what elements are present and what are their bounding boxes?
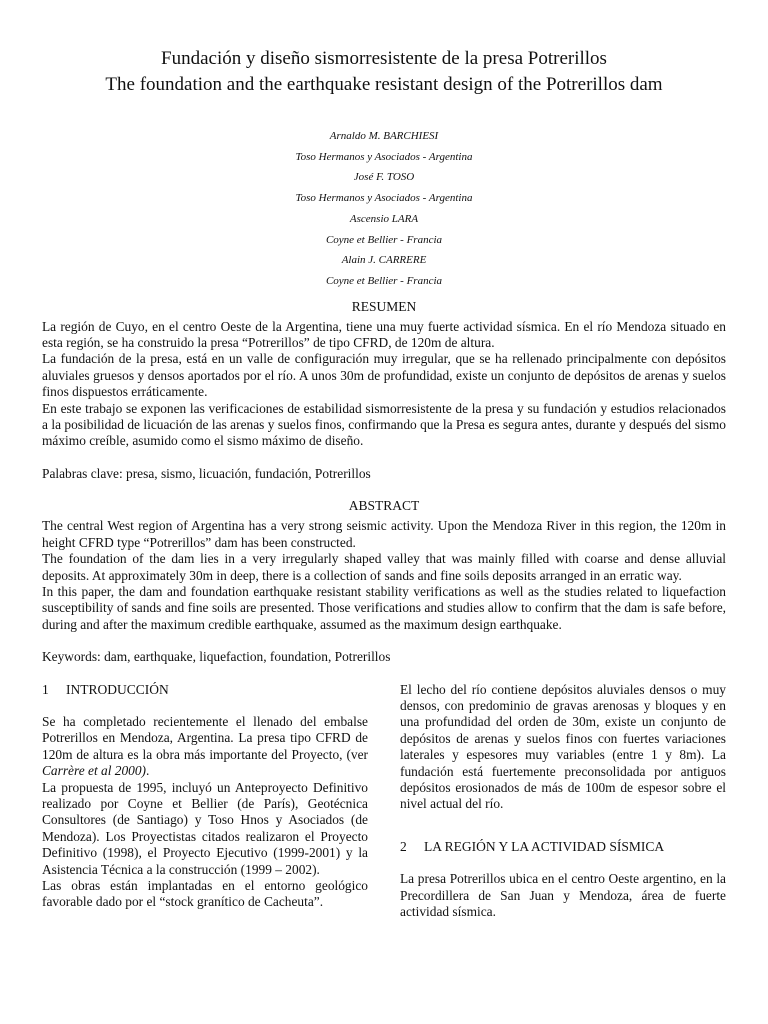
author-affiliation: Coyne et Bellier - Francia	[325, 274, 443, 287]
author-name: José F. TOSO	[353, 171, 415, 184]
right-column	[400, 682, 726, 921]
intro-text: Se ha completado recientemente el llenado del embalse Potrerillos en Mendoza, Argentina. La presa tipo CFRD de 120m de altura es la obra más importante del Proyecto, (ver	[42, 713, 368, 762]
intro-paragraph: La propuesta de 1995, incluyó un Anteproyecto Definitivo realizado por Coyne et Bellier (de París), Geotécnica Consultores (de Santiago) y Toso Hnos y Asociados (de Mendoza). Los Proyectistas citados realizaron el Proyecto Definitivo (1998), el Proyecto Ejecutivo (1999-2001) y la Asistencia Técnica a la construcción (1999 – 2002).	[42, 779, 368, 877]
author-name: Alain J. CARRERE	[341, 254, 427, 267]
author-name: Arnaldo M. BARCHIESI	[329, 130, 439, 142]
citation: Carrère et al 2000)	[42, 763, 147, 779]
title-english: The foundation and the earthquake resistant design of the Potrerillos dam	[105, 74, 663, 95]
resumen-body	[42, 319, 726, 450]
region-paragraph: La presa Potrerillos ubica en el centro Oeste argentino, en la Precordillera de San Juan y Mendoza, área de fuerte actividad sísmica.	[400, 871, 726, 919]
author-name: Ascensio LARA	[349, 212, 419, 225]
section-number: 2	[400, 838, 407, 854]
abstract-paragraph: In this paper, the dam and foundation earthquake resistant stability verifications as well as the studies related to liquefaction susceptibility of sands and fine soils are presented. Those verifications and studies allow to confirm that the dam is safe before, during and after the maximum credible earthquake, assumed as the maximum design earthquake.	[42, 583, 726, 632]
title-spanish: Fundación y diseño sismorresistente de la presa Potrerillos	[161, 48, 607, 69]
section-title: LA REGIÓN Y LA ACTIVIDAD SÍSMICA	[424, 838, 665, 854]
author-affiliation: Toso Hermanos y Asociados - Argentina	[295, 150, 473, 163]
abstract-heading: ABSTRACT	[348, 498, 420, 514]
section-1-heading	[42, 682, 368, 698]
resumen-heading: RESUMEN	[351, 298, 417, 314]
abstract-paragraph: The foundation of the dam lies in a very irregularly shaped valley that was mainly filled with coarse and dense alluvial deposits. At approximately 30m in deep, there is a collection of sands and fine soils deposits arranged in an erratic way.	[42, 551, 726, 583]
intro-text-end: .	[146, 763, 150, 779]
intro-paragraph	[42, 714, 368, 780]
author-block	[42, 126, 726, 292]
resumen-keywords: Palabras clave: presa, sismo, licuación, fundación, Potrerillos	[42, 465, 371, 481]
author-affiliation: Toso Hermanos y Asociados - Argentina	[295, 192, 473, 205]
section-2-heading	[400, 839, 726, 855]
section-title: INTRODUCCIÓN	[66, 681, 169, 697]
author-affiliation: Coyne et Bellier - Francia	[325, 233, 443, 246]
abstract-body	[42, 518, 726, 633]
resumen-paragraph: En este trabajo se exponen las verificaciones de estabilidad sismorresistente de la presa y su fundación y estudios relacionados a la posibilidad de licuación de las arenas y suelos finos, confirmando que la Presa es segura antes, durante y después del sismo máximo creíble, asumido como el sismo máximo de diseño.	[42, 400, 726, 449]
abstract-paragraph: The central West region of Argentina has a very strong seismic activity. Upon the Mendoza River in this region, the 120m in height CFRD type “Potrerillos” dam has been constructed.	[42, 518, 726, 550]
resumen-paragraph: La fundación de la presa, está en un valle de configuración muy irregular, que se ha rellenado principalmente con depósitos aluviales gruesos y densos aportados por el río. A unos 30m de profundidad, existe un conjunto de depósitos de arenas y suelos finos dispuestos erráticamente.	[42, 351, 726, 400]
abstract-keywords: Keywords: dam, earthquake, liquefaction, foundation, Potrerillos	[42, 649, 391, 665]
riverbed-paragraph: El lecho del río contiene depósitos aluviales densos o muy densos, con predominio de gravas arenosas y bloques y en una profundidad del orden de 30m, existe un conjunto de depósitos de arenas y suelos finos con fuertes variaciones laterales y espesores muy variables (entre 1 y 8m). La fundación está fuertemente preconsolidada por antiguos depósitos erosionados de más de 100m de espesor sobre el nivel actual del río.	[400, 681, 726, 812]
two-column-body	[42, 682, 726, 921]
resumen-paragraph: La región de Cuyo, en el centro Oeste de la Argentina, tiene una muy fuerte actividad sísmica. En el río Mendoza situado en esta región, se ha construido la presa “Potrerillos” de tipo CFRD, de 120m de altura.	[42, 318, 726, 351]
left-column	[42, 682, 368, 921]
intro-paragraph: Las obras están implantadas en el entorno geológico favorable dado por el “stock granítico de Cacheuta”.	[42, 878, 368, 910]
section-number: 1	[42, 681, 49, 697]
